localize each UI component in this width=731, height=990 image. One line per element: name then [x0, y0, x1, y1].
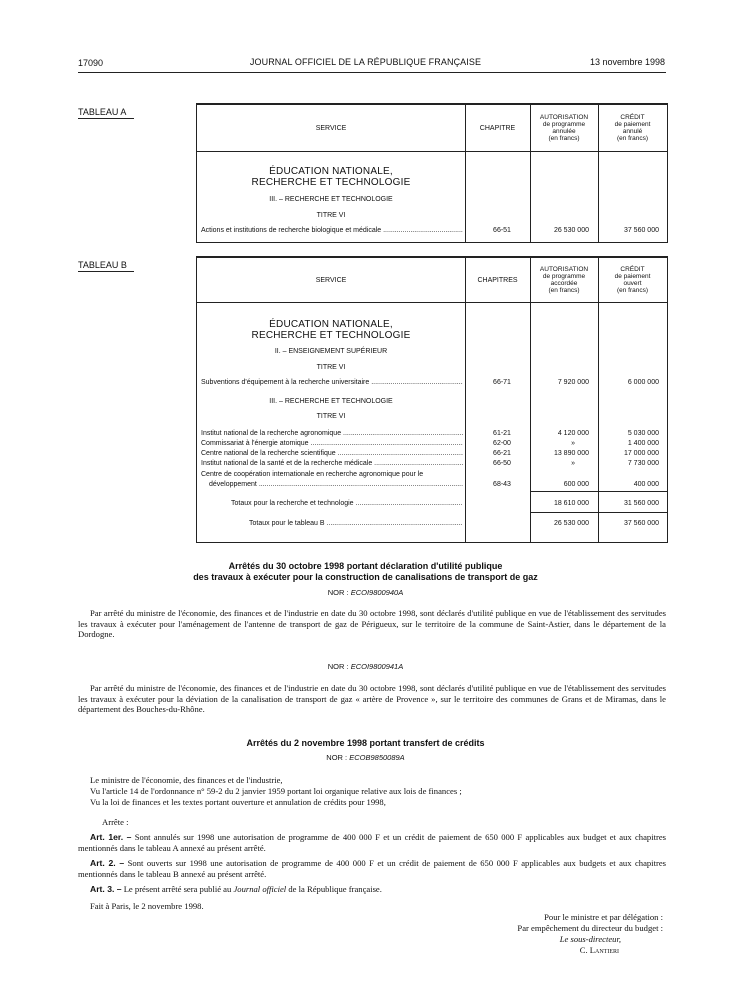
row-credit: 1 400 000	[627, 440, 659, 447]
nor-code: ECOI9800941A	[350, 662, 404, 671]
text-line: Vu l'article 14 de l'ordonnance n° 59-2 du 2 janvier 1959 portant loi organique relative aux lois de finances ;	[90, 786, 462, 796]
row-label: Institut national de la santé et de la recherche médicale .....	[201, 459, 463, 468]
row-autorisation: 13 890 000	[553, 450, 589, 457]
row-label: Centre national de la recherche scientifique .....	[201, 449, 463, 458]
row-autorisation: 7 920 000	[557, 379, 589, 386]
nor-prefix: NOR :	[326, 753, 348, 762]
header-credit: CRÉDIT de paiement annulé (en francs)	[614, 114, 651, 142]
journal-name: Journal officiel	[233, 884, 287, 894]
table-row	[201, 378, 671, 387]
row-label: Totaux pour le tableau B .....	[249, 519, 463, 528]
subsection-title: III. – RECHERCHE ET TECHNOLOGIE	[269, 398, 393, 405]
page-number: 17090	[78, 58, 104, 68]
article-text: de la République française.	[288, 884, 382, 894]
nor-code: ECOB9850089A	[349, 753, 405, 762]
table-header	[197, 105, 667, 152]
table-row	[201, 449, 671, 458]
table-row-continued	[201, 470, 671, 479]
tableau-b-label: TABLEAU B	[78, 260, 134, 272]
signature-line: Pour le ministre et par délégation :	[544, 912, 663, 922]
row-label: Institut national de la recherche agronomique .....	[201, 429, 463, 438]
subsection-title: III. – RECHERCHE ET TECHNOLOGIE	[269, 196, 393, 203]
row-chapitre: 61-21	[493, 430, 511, 437]
table-header	[197, 258, 667, 303]
row-chapitre: 66-50	[493, 460, 511, 467]
row-credit: 5 030 000	[627, 430, 659, 437]
article-3	[78, 884, 666, 895]
header-rule	[78, 72, 666, 73]
row-autorisation: 4 120 000	[557, 430, 589, 437]
article-text: Sont ouverts sur 1998 une autorisation de programme de 400 000 F et un crédit de paiement de 650 000 F applicables aux budgets et aux chapitres mentionnés dans le tableau B annexé au présent arrêté.	[78, 858, 666, 879]
row-chapitre: 66-51	[493, 227, 511, 234]
header-autorisation: AUTORISATION de programme accordée (en francs)	[539, 266, 589, 294]
row-credit: 7 730 000	[627, 460, 659, 467]
row-credit: 37 560 000	[623, 227, 659, 234]
total-row	[201, 519, 671, 528]
subsection-title: II. – ENSEIGNEMENT SUPÉRIEUR	[274, 348, 388, 355]
subtotal-rule	[530, 491, 667, 492]
article-text: Sont annulés sur 1998 une autorisation de programme de 400 000 F et un crédit de paiement de 650 000 F applicables aux budget et aux chapitres mentionnés dans le tableau A annexé au présent arrêté.	[78, 832, 667, 853]
header-chapitres: CHAPITRES	[477, 276, 518, 284]
article-label: Art. 1er. –	[90, 832, 132, 842]
row-label: Centre de coopération internationale en recherche agronomique pour le	[201, 471, 424, 478]
tableau-b	[196, 256, 668, 543]
signature-line: Le sous-directeur,	[559, 934, 621, 944]
table-row	[201, 459, 671, 468]
article-text: Le présent arrêté sera publié au	[123, 884, 232, 894]
row-autorisation: »	[571, 460, 575, 467]
titre-label: TITRE VI	[316, 212, 346, 219]
table-row	[201, 429, 671, 438]
tableau-a	[196, 103, 668, 243]
titre-label: TITRE VI	[316, 364, 346, 371]
article-1	[78, 832, 666, 853]
table-row	[201, 480, 671, 489]
subtotal-row	[201, 499, 671, 508]
row-chapitre: 68-43	[493, 481, 511, 488]
article-label: Art. 2. –	[90, 858, 125, 868]
table-row	[201, 439, 671, 448]
arrete-label: Arrête :	[102, 817, 129, 827]
nor-reference	[0, 588, 731, 597]
header-autorisation: AUTORISATION de programme annulée (en francs)	[539, 114, 589, 142]
header-service: SERVICE	[315, 124, 347, 132]
nor-reference	[0, 662, 731, 671]
row-label: Subventions d'équipement à la recherche universitaire .....	[201, 378, 463, 387]
row-chapitre: 62-00	[493, 440, 511, 447]
arrete1-title-line1: Arrêtés du 30 octobre 1998 portant déclaration d'utilité publique	[228, 561, 503, 571]
signature-line: Par empêchement du directeur du budget :	[517, 923, 663, 933]
article-label: Art. 3. –	[90, 884, 122, 894]
row-credit: 31 560 000	[623, 500, 659, 507]
row-credit: 6 000 000	[627, 379, 659, 386]
journal-title: JOURNAL OFFICIEL DE LA RÉPUBLIQUE FRANÇAISE	[249, 57, 482, 67]
nor-code: ECOI9800940A	[350, 588, 404, 597]
nor-prefix: NOR :	[327, 662, 349, 671]
table-row	[201, 226, 671, 235]
header-credit: CRÉDIT de paiement ouvert (en francs)	[614, 266, 651, 294]
section-title: ÉDUCATION NATIONALE, RECHERCHE ET TECHNOLOGIE	[251, 166, 411, 188]
row-label: développement .....	[209, 480, 463, 489]
row-autorisation: 600 000	[563, 481, 589, 488]
row-label: Commissariat à l'énergie atomique .....	[201, 439, 463, 448]
signatory-name: C. Lantieri	[579, 945, 619, 955]
section-title: ÉDUCATION NATIONALE, RECHERCHE ET TECHNOLOGIE	[251, 319, 411, 341]
row-autorisation: 26 530 000	[553, 227, 589, 234]
row-credit: 17 000 000	[623, 450, 659, 457]
paragraph: Par arrêté du ministre de l'économie, des finances et de l'industrie en date du 30 octobre 1998, sont déclarés d'utilité publique en vue de l'établissement des servitudes les travaux à exécuter pour la déviation de la canalisation de transport de gaz « artère de Provence », sur le territoire des communes de Grans et de Miramas, dans le département des Bouches-du-Rhône.	[78, 683, 666, 715]
titre-label: TITRE VI	[316, 413, 346, 420]
row-autorisation: »	[571, 440, 575, 447]
row-label: Actions et institutions de recherche biologique et médicale .....	[201, 226, 463, 235]
header-service: SERVICE	[315, 276, 347, 284]
tableau-a-label: TABLEAU A	[78, 107, 134, 119]
text-line: Vu la loi de finances et les textes portant ouverture et annulation de crédits pour 1998,	[90, 797, 386, 807]
row-credit: 37 560 000	[623, 520, 659, 527]
fait-line: Fait à Paris, le 2 novembre 1998.	[90, 901, 204, 911]
header-chapitre: CHAPITRE	[479, 124, 516, 132]
nor-reference	[0, 753, 731, 762]
arrete1-title-line2: des travaux à exécuter pour la construction de canalisations de transport de gaz	[193, 572, 538, 582]
issue-date: 13 novembre 1998	[589, 57, 665, 67]
row-autorisation: 18 610 000	[553, 500, 589, 507]
total-rule	[530, 512, 667, 513]
row-autorisation: 26 530 000	[553, 520, 589, 527]
row-chapitre: 66-71	[493, 379, 511, 386]
row-chapitre: 66-21	[493, 450, 511, 457]
arrete2-title: Arrêtés du 2 novembre 1998 portant transfert de crédits	[246, 738, 485, 748]
article-2	[78, 858, 666, 879]
text-line: Le ministre de l'économie, des finances et de l'industrie,	[90, 775, 283, 785]
paragraph: Par arrêté du ministre de l'économie, des finances et de l'industrie en date du 30 octobre 1998, sont déclarés d'utilité publique en vue de l'établissement des servitudes les travaux à exécuter pour l'aménagement de l'antenne de transport de gaz de Périgueux, sur le territoire de la commune de Saint-Astier, dans le département de la Dordogne.	[78, 608, 666, 640]
row-credit: 400 000	[633, 481, 659, 488]
nor-prefix: NOR :	[327, 588, 349, 597]
row-label: Totaux pour la recherche et technologie .....	[231, 499, 463, 508]
